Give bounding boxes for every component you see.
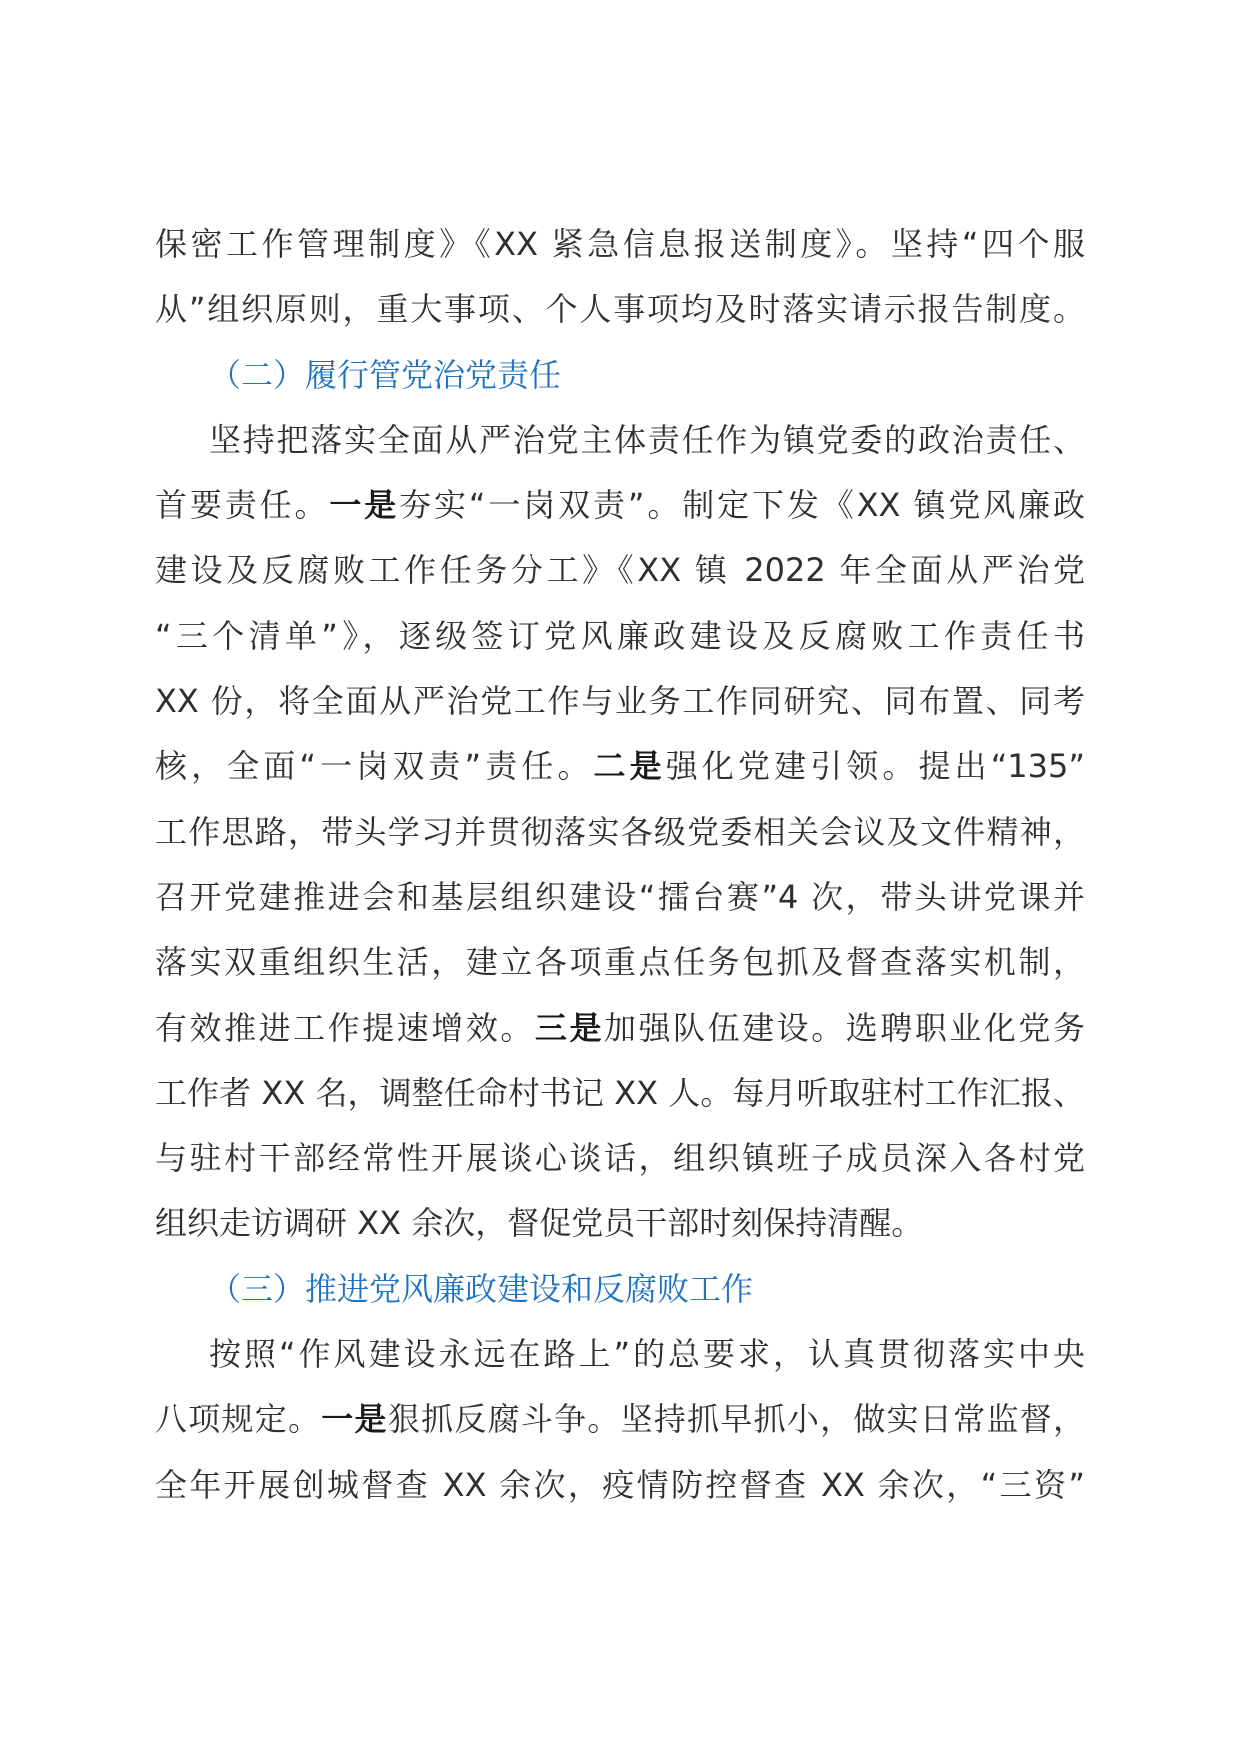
text-line: 核，全面“一岗双责”责任。二是强化党建引领。提出“135” bbox=[155, 747, 1085, 786]
bold-keyword: 二是 bbox=[593, 747, 666, 786]
section-heading: （二）履行管党治党责任 bbox=[209, 355, 562, 394]
bold-keyword: 三是 bbox=[534, 1008, 604, 1047]
text-line: 工作者 XX 名，调整任命村书记 XX 人。每月听取驻村工作汇报、 bbox=[155, 1073, 1085, 1112]
bold-keyword: 一是 bbox=[321, 1400, 388, 1439]
text-line: 有效推进工作提速增效。三是加强队伍建设。选聘职业化党务 bbox=[155, 1008, 1085, 1047]
text-line: “三个清单”》，逐级签订党风廉政建设及反腐败工作责任书 bbox=[155, 616, 1085, 655]
text-line: 工作思路，带头学习并贯彻落实各级党委相关会议及文件精神， bbox=[155, 812, 1085, 851]
text-line: 组织走访调研 XX 余次，督促党员干部时刻保持清醒。 bbox=[155, 1204, 924, 1243]
text-line: 落实双重组织生活，建立各项重点任务包抓及督查落实机制， bbox=[155, 943, 1085, 982]
text-line: 全年开展创城督查 XX 余次，疫情防控督查 XX 余次，“三资” bbox=[155, 1465, 1085, 1504]
text-line: XX 份，将全面从严治党工作与业务工作同研究、同布置、同考 bbox=[155, 682, 1085, 721]
text-line: 首要责任。一是夯实“一岗双责”。制定下发《XX 镇党风廉政 bbox=[155, 486, 1085, 525]
text-line: 与驻村干部经常性开展谈心谈话，组织镇班子成员深入各村党 bbox=[155, 1139, 1085, 1178]
section-heading: （三）推进党风廉政建设和反腐败工作 bbox=[209, 1269, 754, 1308]
document-body bbox=[155, 212, 1085, 1518]
text-line: 按照“作风建设永远在路上”的总要求，认真贯彻落实中央 bbox=[209, 1335, 1085, 1374]
text-line: 八项规定。一是狠抓反腐斗争。坚持抓早抓小，做实日常监督， bbox=[155, 1400, 1085, 1439]
text-line: 从”组织原则，重大事项、个人事项均及时落实请示报告制度。 bbox=[155, 290, 1085, 329]
text-line: 召开党建推进会和基层组织建设“擂台赛”4 次，带头讲党课并 bbox=[155, 877, 1085, 916]
text-line: 建设及反腐败工作任务分工》《XX 镇 2022 年全面从严治党 bbox=[155, 551, 1085, 590]
bold-keyword: 一是 bbox=[329, 486, 400, 525]
text-line: 保密工作管理制度》《XX 紧急信息报送制度》。坚持“四个服 bbox=[155, 225, 1085, 263]
text-line: 坚持把落实全面从严治党主体责任作为镇党委的政治责任、 bbox=[209, 420, 1085, 459]
